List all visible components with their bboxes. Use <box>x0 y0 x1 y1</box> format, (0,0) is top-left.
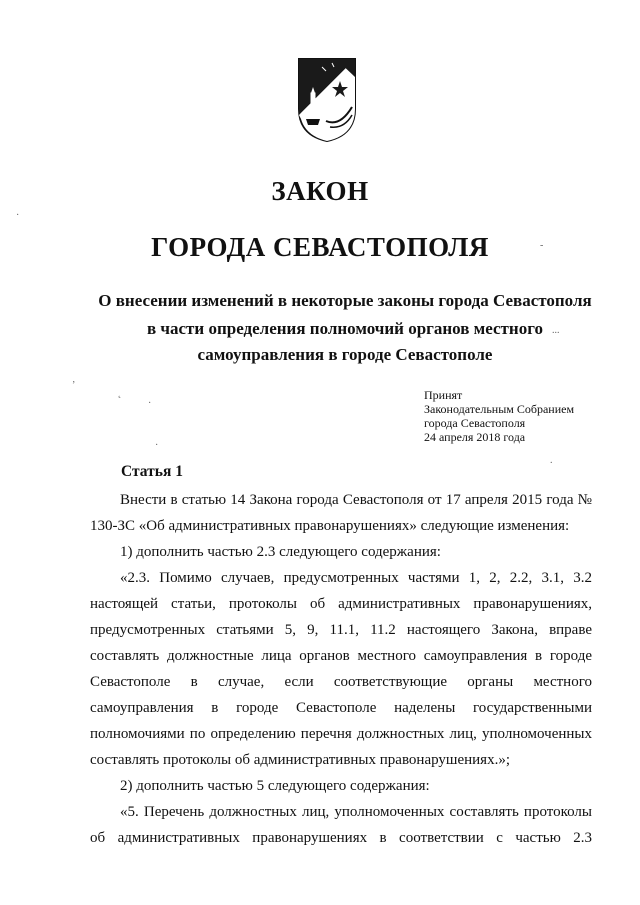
paragraph: 2) дополнить частью 5 следующего содержания: <box>120 778 430 794</box>
adoption-block <box>424 388 624 444</box>
paragraph: «5. Перечень должностных лиц, уполномоченных составлять протоколы об административных правонарушениях в соответствии с частью 2.3 <box>90 804 592 846</box>
law-subject-line-1: О внесении изменений в некоторые законы города Севастополя <box>98 291 592 310</box>
law-subject-line-2: в части определения полномочий органов местного <box>146 319 543 338</box>
adopted-by: Законодательным Собранием <box>424 402 575 416</box>
adopted-city: города Севастополя <box>424 416 526 430</box>
article-heading: Статья 1 <box>121 463 183 480</box>
article-body <box>90 487 592 851</box>
city-title: ГОРОДА СЕВАСТОПОЛЯ <box>151 232 489 262</box>
law-title: ЗАКОН <box>271 176 369 206</box>
paragraph: Внести в статью 14 Закона города Севастополя от 17 апреля 2015 года № 130-ЗС «Об административных правонарушениях» следующие изменения: <box>90 492 592 534</box>
paragraph: 1) дополнить частью 2.3 следующего содержания: <box>120 544 441 560</box>
adopted-label: Принят <box>424 388 463 402</box>
law-subject-line-3: самоуправления в городе Севастополе <box>197 345 493 364</box>
paragraph: «2.3. Помимо случаев, предусмотренных частями 1, 2, 2.2, 3.1, 3.2 настоящей статьи, протоколы об административных правонарушениях, предусмотренных статьями 5, 9, 11.1, 11.2 настоящего Закона, вправе составлять должностные лица органов местного самоуправления в городе Севастополе в случае, если соответствующие органы местного самоуправления в городе Севастополе наделены государственными полномочиями по определению перечня должностных лиц, уполномоченных составлять протоколы об административных правонарушениях.»; <box>90 570 592 768</box>
document-page: ЗАКОН ГОРОДА СЕВАСТОПОЛЯ О внесении изменений в некоторые законы города Севастополя в части определения полномочий органов местного самоуправления в городе Севастополе Принят Законодательным Собранием города Севастополя 24 апреля 2018 года Статья 1 Внести в статью 14 Закона города Севастополя от 17 апреля 2015 года № 130-ЗС «Об административных правонарушениях» следующие изменения: 1) дополнить частью 2.3 следующего содержания: «2.3. Помимо случаев, предусмотренных частями 1, 2, 2.2, 3.1, 3.2 настоящей статьи, протоколы об административных правонарушениях, предусмотренных статьями 5, 9, 11.1, 11.2 настоящего Закона, вправе составлять должностные лица органов местного самоуправления в городе Севастополе в случае, если соответствующие органы местного самоуправления в городе Севастополе наделены государственными полномочиями по определению перечня должностных лиц, уполномоченных составлять протоколы об административных правонарушениях.»; 2) дополнить частью 5 следующего содержания: «5. Перечень должностных лиц, уполномоченных составлять протоколы об административных правонарушениях в соответствии с частью 2.3 · ʼ ˛ · · - ... . <box>0 0 640 905</box>
adopted-date: 24 апреля 2018 года <box>424 430 526 444</box>
sevastopol-coat-of-arms-icon <box>296 57 358 143</box>
